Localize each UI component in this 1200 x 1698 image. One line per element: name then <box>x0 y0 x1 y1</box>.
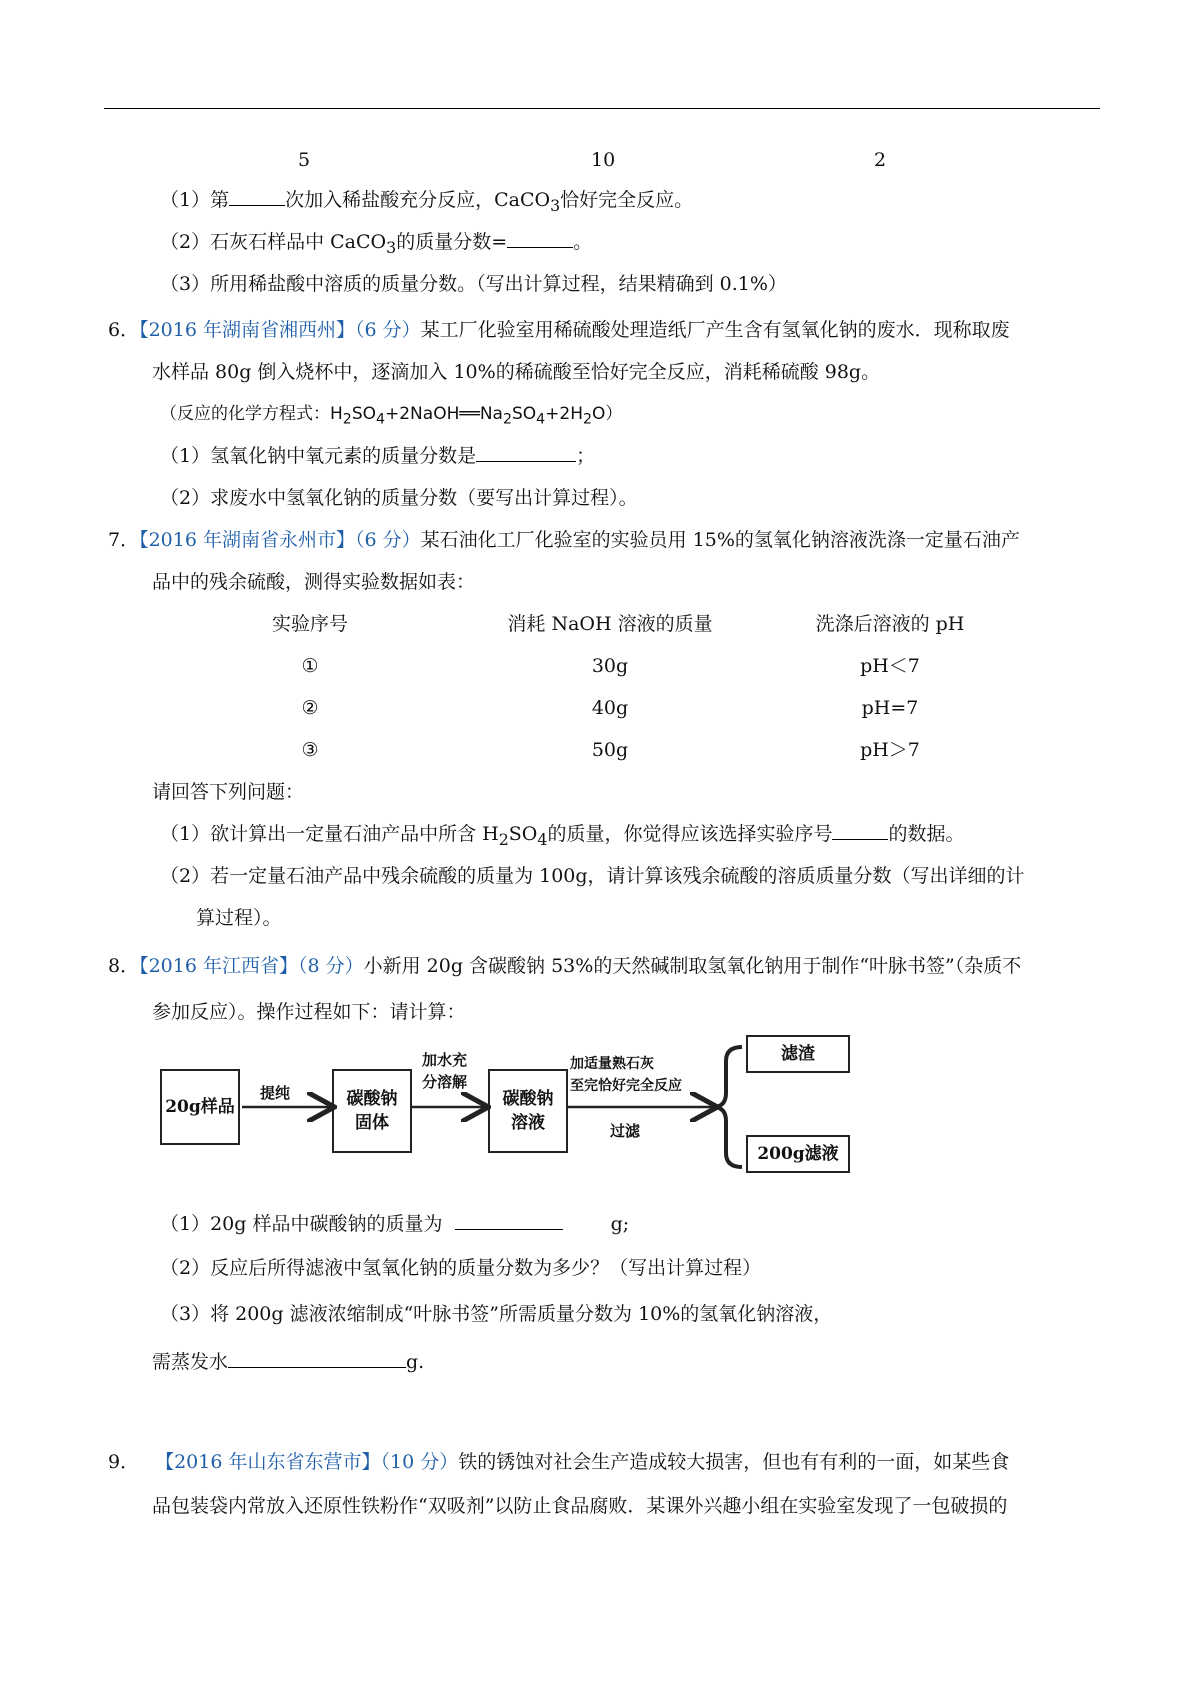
process-flow-diagram <box>160 1035 870 1175</box>
q6-line1: 6．【2016 年湖南省湘西州】（6 分）某工厂化验室用稀硫酸处理造纸厂产生含有氢氧化钠的废水．现称取废 <box>108 319 1010 341</box>
answer-blank[interactable] <box>476 443 576 462</box>
table-cell: pH＜7 <box>860 655 920 677</box>
q5-part1: （1）第 次加入稀盐酸充分反应，CaCO$_3$恰好完全反应。 <box>160 189 694 215</box>
q6-part2: （2）求废水中氢氧化钠的质量分数（要写出计算过程）。 <box>160 487 638 509</box>
q9-line2: 品包装袋内常放入还原性铁粉作“双吸剂”以防止食品腐败．某课外兴趣小组在实验室发现了一包破损的 <box>152 1495 1008 1517</box>
table-header: 消耗 NaOH 溶液的质量 <box>507 613 713 635</box>
table-cell: 2 <box>874 149 887 171</box>
table-header: 洗涤后溶液的 pH <box>815 613 965 635</box>
q6-line2: 水样品 80g 倒入烧杯中，逐滴加入 10%的稀硫酸至恰好完全反应，消耗稀硫酸 98g。 <box>152 361 881 383</box>
question-source: 【2016 年湖南省永州市】（6 分） <box>139 529 421 551</box>
question-source: 【2016 年湖南省湘西州】（6 分） <box>139 319 421 341</box>
table-cell: ① <box>301 655 319 677</box>
table-cell: 5 <box>298 149 311 171</box>
q7-part2-line1: （2）若一定量石油产品中残余硫酸的质量为 100g，请计算该残余硫酸的溶质质量分数（写出详细的计 <box>160 865 1025 887</box>
arrow-label-purify: 提纯 <box>260 1084 291 1102</box>
question-source: 【2016 年江西省】（8 分） <box>139 955 364 977</box>
arrow-label-dissolve: 加水充 分溶解 <box>422 1051 468 1091</box>
answer-blank[interactable] <box>507 229 573 248</box>
q8-line1: 8．【2016 年江西省】（8 分）小新用 20g 含碳酸钠 53%的天然碱制取氢氧化钠用于制作“叶脉书签”（杂质不 <box>108 955 1022 977</box>
table-cell: ③ <box>301 739 319 761</box>
q8-part3-end: 需蒸发水 g. <box>152 1351 425 1373</box>
q7-part2-line2: 算过程）。 <box>196 907 282 929</box>
table-cell: ② <box>301 697 319 719</box>
table-cell: pH=7 <box>861 697 919 719</box>
answer-blank[interactable] <box>455 1211 563 1230</box>
question-number: 7． <box>108 529 140 551</box>
q8-line2: 参加反应）。操作过程如下：请计算： <box>152 1001 466 1023</box>
residue-box: 滤渣 <box>746 1035 850 1073</box>
q8-part3: （3）将 200g 滤液浓缩制成“叶脉书签”所需质量分数为 10%的氢氧化钠溶液， <box>160 1303 833 1325</box>
header-rule <box>104 108 1100 109</box>
q8-part2: （2）反应后所得滤液中氢氧化钠的质量分数为多少？（写出计算过程） <box>160 1257 762 1279</box>
arrow-label-react: 加适量熟石灰 至完恰好完全反应 <box>570 1056 682 1094</box>
question-number: 8． <box>108 955 140 977</box>
sodium-carbonate-solid-box: 碳酸钠 固体 <box>332 1069 412 1153</box>
q7-line1: 7．【2016 年湖南省永州市】（6 分）某石油化工厂化验室的实验员用 15%的氢氧化钠溶液洗涤一定量石油产 <box>108 529 1020 551</box>
question-number: 9． <box>108 1451 140 1473</box>
arrow-label-filter: 过滤 <box>610 1122 641 1140</box>
q7-ask: 请回答下列问题： <box>152 781 305 803</box>
q9-line1: 9． 【2016 年山东省东营市】（10 分）铁的锈蚀对社会生产造成较大损害，但也有有利的一面，如某些食 <box>108 1451 1010 1473</box>
q7-line2: 品中的残余硫酸，测得实验数据如表： <box>152 571 476 593</box>
question-source: 【2016 年山东省东营市】（10 分） <box>155 1451 459 1473</box>
sample-box: 20g样品 <box>160 1069 240 1145</box>
table-cell: pH＞7 <box>860 739 920 761</box>
filtrate-box: 200g滤液 <box>746 1135 850 1173</box>
brace-icon <box>716 1047 742 1167</box>
q5-part2: （2）石灰石样品中 CaCO$_3$的质量分数= 。 <box>160 231 593 257</box>
answer-blank[interactable] <box>229 187 285 206</box>
table-cell: 50g <box>591 739 629 761</box>
table-cell: 30g <box>591 655 629 677</box>
q8-part1: （1）20g 样品中碳酸钠的质量为 g; <box>160 1213 630 1235</box>
table-cell: 40g <box>591 697 629 719</box>
chemical-equation: （反应的化学方程式：$H_2SO_4+2NaOH══Na_2SO_4+2H_2O$） <box>160 404 623 428</box>
answer-blank[interactable] <box>228 1349 406 1368</box>
answer-blank[interactable] <box>832 821 888 840</box>
q6-part1: （1）氢氧化钠中氧元素的质量分数是 ； <box>160 445 596 467</box>
q5-part3: （3）所用稀盐酸中溶质的质量分数。（写出计算过程，结果精确到 0.1%） <box>160 273 787 295</box>
table-header: 实验序号 <box>271 613 348 635</box>
table-cell: 10 <box>591 149 616 171</box>
q7-part1: （1）欲计算出一定量石油产品中所含 $H_2SO_4$的质量，你觉得应该选择实验序号 的数据。 <box>160 823 965 849</box>
question-number: 6． <box>108 319 140 341</box>
sodium-carbonate-solution-box: 碳酸钠 溶液 <box>488 1069 568 1153</box>
